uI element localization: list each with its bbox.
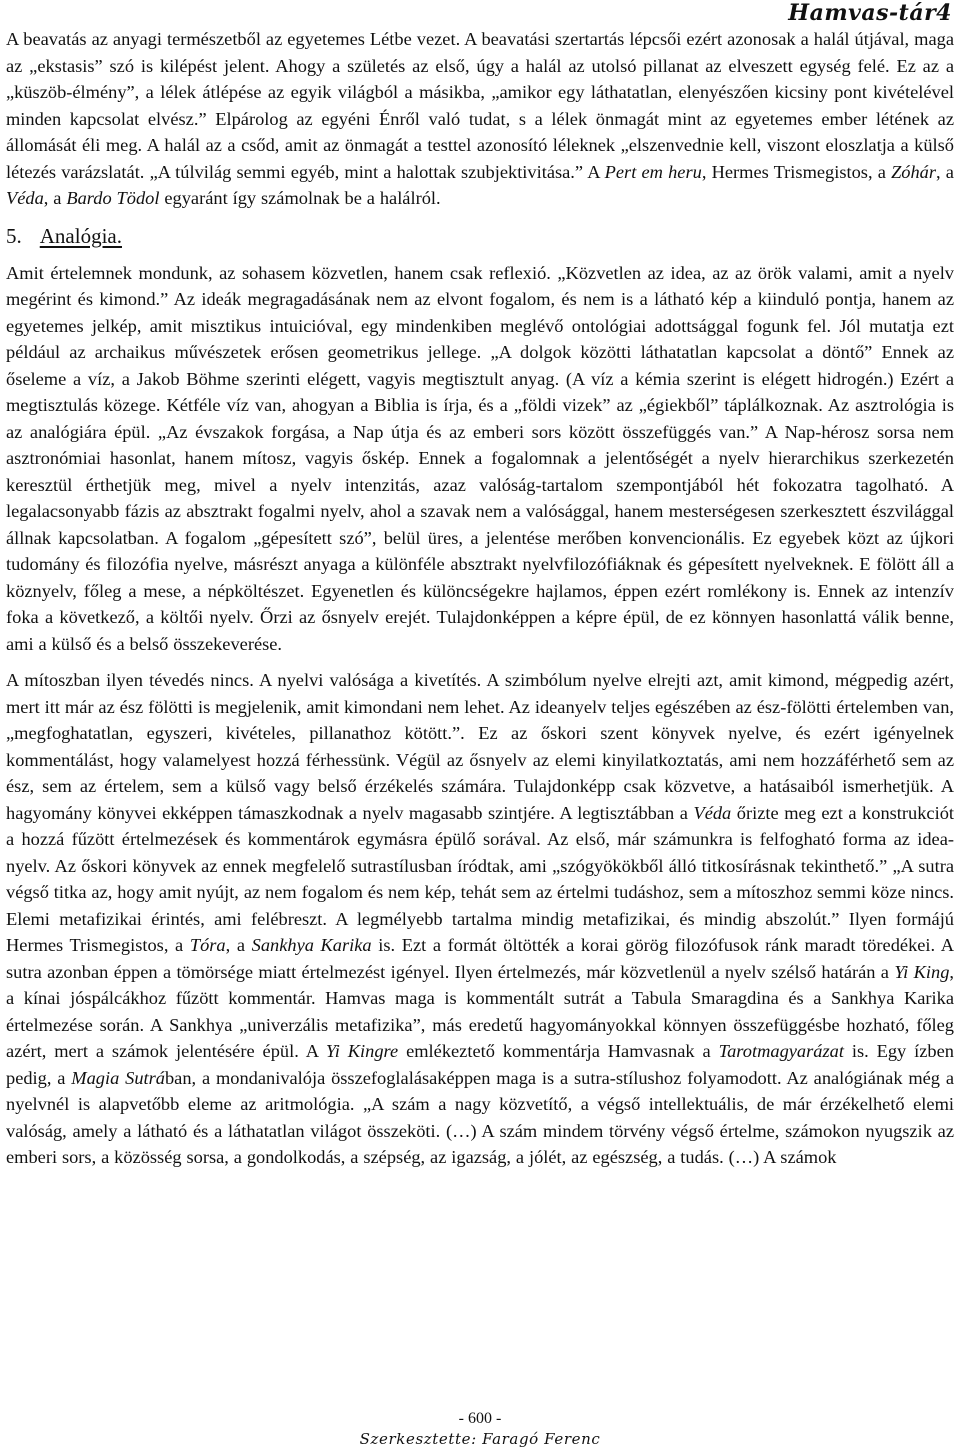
italic-title-run: Zóhár [891, 161, 937, 182]
text-run: is. Egy ízben pedig, a [6, 1041, 954, 1088]
running-header: Hamvas-tár4 [788, 0, 952, 26]
italic-title-run: Sankhya Karika [251, 935, 372, 955]
text-run: egyaránt így számolnak be a halálról. [159, 188, 441, 208]
text-run: A mítoszban ilyen tévedés nincs. A nyelvi valósága a kivetítés. A szimbólum nyelve elrejti azt, amit kimond, mégpedig azért, mert itt már az ész fölötti is megjelenik, amit kimondani nem lehet. Az ideanyelv teljes egészében az ész-fölötti értelemben van, „megfoghatatlan, egyszeri, kivételes, pillanathoz kötött.”. Ez az őskori szent könyvek nyelve, és ezért igényelnek kommentálást, hogy valamelyest hozzá férhessünk. Végül az ősnyelv az elemi kinyilatkoztatás, ami nem hozzáférhető sem az ész, sem az értelem, sem a külső vagy belső érzékelés számára. Tulajdonképp csak közvetve, a hatásaiból ismerhetjük. A hagyomány könyvei ekképpen támaszkodnak a nyelv magasabb szintjére. A legtisztábban a [6, 670, 954, 823]
page-number: - 600 - [458, 1410, 502, 1427]
italic-title-run: Tarotmagyarázat [718, 1041, 844, 1061]
text-run: emlékeztető kommentárja Hamvasnak a [398, 1041, 719, 1061]
paragraph-analogia [6, 260, 954, 658]
italic-title-run: Véda [693, 802, 732, 823]
text-run: , a kínai jóspálcákhoz fűzött kommentár. Hamvas maga is kommentált sutrát a Tabula Smaragdina és a Sankhya Karika értelmezése során. A Sankhya „univerzális metafizika”, más eredetű hagyományokkal könnyen összefüggésbe hozható, főleg azért, mert a számok jelentésére épül. A [6, 961, 954, 1061]
text-run: Amit értelemnek mondunk, az sohasem közvetlen, hanem csak reflexió. „Közvetlen az idea, az az örök valami, amit a nyelv megérint és kimond.” Az ideák megragadásának nem az elvont fogalom, és nem is a látható kép a kiinduló pontja, hanem az egyetemes jelkép, amit misztikus intuicióval, egy mindenkiben meglévő ontológiai adottsággal fogunk fel. Jól mutatja ezt például az archaikus művészetek erősen geometrikus jellege. „A dolgok közötti láthatatlan kapcsolat a döntő” Ennek az őseleme a víz, a Jakob Böhme szerinti elégett, vagyis megtisztult anyag. (A víz a kémia szerint is elégett hidrogén.) Ezért a megtisztulás közege. Kétféle víz van, ahogyan a Biblia is írja, és a „földi vizek” az „égiekből” táplálkoznak. Az asztrológia is az analógiára épül. „Az évszakok forgása, a Nap útja és az emberi sors között összefüggés van.” A Nap-hérosz sorsa nem asztronómiai hasonlat, hanem mítosz, vagyis őskép. Ennek a fogalomnak a jelentőségét a nyelv hierarchikus szerkezetén keresztül érthetjük meg, mivel a nyelv intenzitás, azaz valóság-tartalom szempontjából hét fokozatra tagolható. A legalacsonyabb fázis az absztrakt fogalmi nyelv, ahol a szavak nem a valósággal, hanem mesterségesen szerkesztett észvilággal állnak kapcsolatban. A fogalom „gépesített szó”, belül üres, a jelentése merőben konvencionális. Ez egyebek közt az újkori tudomány és filozófia nyelve, másrészt anyaga a különféle absztrakt nyelvfilozófiáknak és gépesített nyelveknek. E fölött áll a köznyelv, főleg a mese, a népköltészet. Egyenetlen és különcségekre hajlamos, éppen ezért romlékony is. Ennek az intenzív foka a következő, a költői nyelv. Őrzi az ősnyelv erejét. Tulajdonképpen a képre épül, de ez könnyen hasonlattá válik benne, ami a külső és a belső összekeverése. [6, 262, 954, 654]
body-text [6, 26, 954, 1171]
text-run: ban, a mondanivalója összefoglalásaképpen maga is a sutra-stílushoz folyamodott. Az analógiának még a nyelvnél is alapvetőbb eleme az aritmológia. „A szám a nagy közvetítő, a végső intellektuális, de már érzékelhető elemi valóság, amely a látható és a láthatatlan világot összeköti. (…) A szám mindem törvény végső értelme, számokon nyugszik az emberi sors, a közösség sorsa, a gondolkodás, a szépség, az igazság, a jólét, az egészség, a tudás. (…) A számok [6, 1067, 954, 1167]
text-run: , a [43, 188, 67, 208]
paragraph-mitosz [6, 667, 954, 1171]
italic-title-run: Bardo Tödol [66, 188, 160, 208]
section-title: Analógia. [39, 223, 122, 248]
text-run: , Hermes Trismegistos, a [701, 161, 892, 182]
italic-title-run: Yi King [894, 961, 950, 982]
italic-title-run: Magia Sutrá [71, 1067, 165, 1088]
italic-title-run: Pert em heru [604, 161, 702, 182]
italic-title-run: Véda [6, 188, 44, 208]
text-run: , a [936, 161, 954, 182]
text-run: A beavatás az anyagi természetből az egyetemes Létbe vezet. A beavatási szertartás lépcsői ezért azonosak a halál útjával, maga az „ekstasis” szó is kilépést jelent. Ahogy a születés az első, úgy a halál az utolsó pillanat az elveszett egység felé. Ez az a „küszöb-élmény”, a lélek átlépése az egyik világból a másikba, „amikor egy láthatatlan, elenyészően kicsiny pont kivételével minden kapcsolat elvész.” Elpárolog az egyéni Énről való tudat, s a lélek önmagát mint az egyetemes ember létének az állomását éli meg. A halál az a csőd, amit az önmagát a testtel azonosító léleknek „elszenvednie kell, viszont eloszlatja a külső létezés varázslatát. „A túlvilág semmi egyéb, mint a halottak szubjektivitása.” A [6, 29, 954, 182]
section-heading [6, 222, 954, 250]
footer-credit: Szerkesztette: Faragó Ferenc [359, 1430, 601, 1448]
text-run: , a [225, 935, 252, 955]
paragraph-beavatas [6, 26, 954, 212]
italic-title-run: Yi Kingre [325, 1041, 399, 1061]
italic-title-run: Tóra [189, 935, 226, 955]
section-number: 5. [6, 223, 22, 248]
text-run: is. Ezt a formát öltötték a korai görög filozófusok ránk maradt töredékei. A sutra azonban éppen a tömörsége miatt értelmezést igényel. Ilyen értelmezés, már közvetlenül a nyelv szélső határán a [6, 935, 955, 982]
text-run: őrizte meg ezt a konstrukciót a hozzá fűzött értelmezések és kommentárok egymásra épülő sorával. Az első, már számunkra is felfogható forma az idea-nyelv. Az őskori könyvek az ennek megfelelő sutrastílusban íródtak, ami „szógyökökből álló titkosírásnak tekinthető.” „A sutra végső titka az, hogy amit nyújt, az nem fogalom és nem kép, tehát sem az értelmi tudáshoz, sem a mítoszhoz semmi köze nincs. Elemi metafizikai érintés, ami felébreszt. A legmélyebb tartalma mindig metafizikai, és mindig abszolút.” Ilyen formájú Hermes Trismegistos, a [6, 802, 954, 955]
